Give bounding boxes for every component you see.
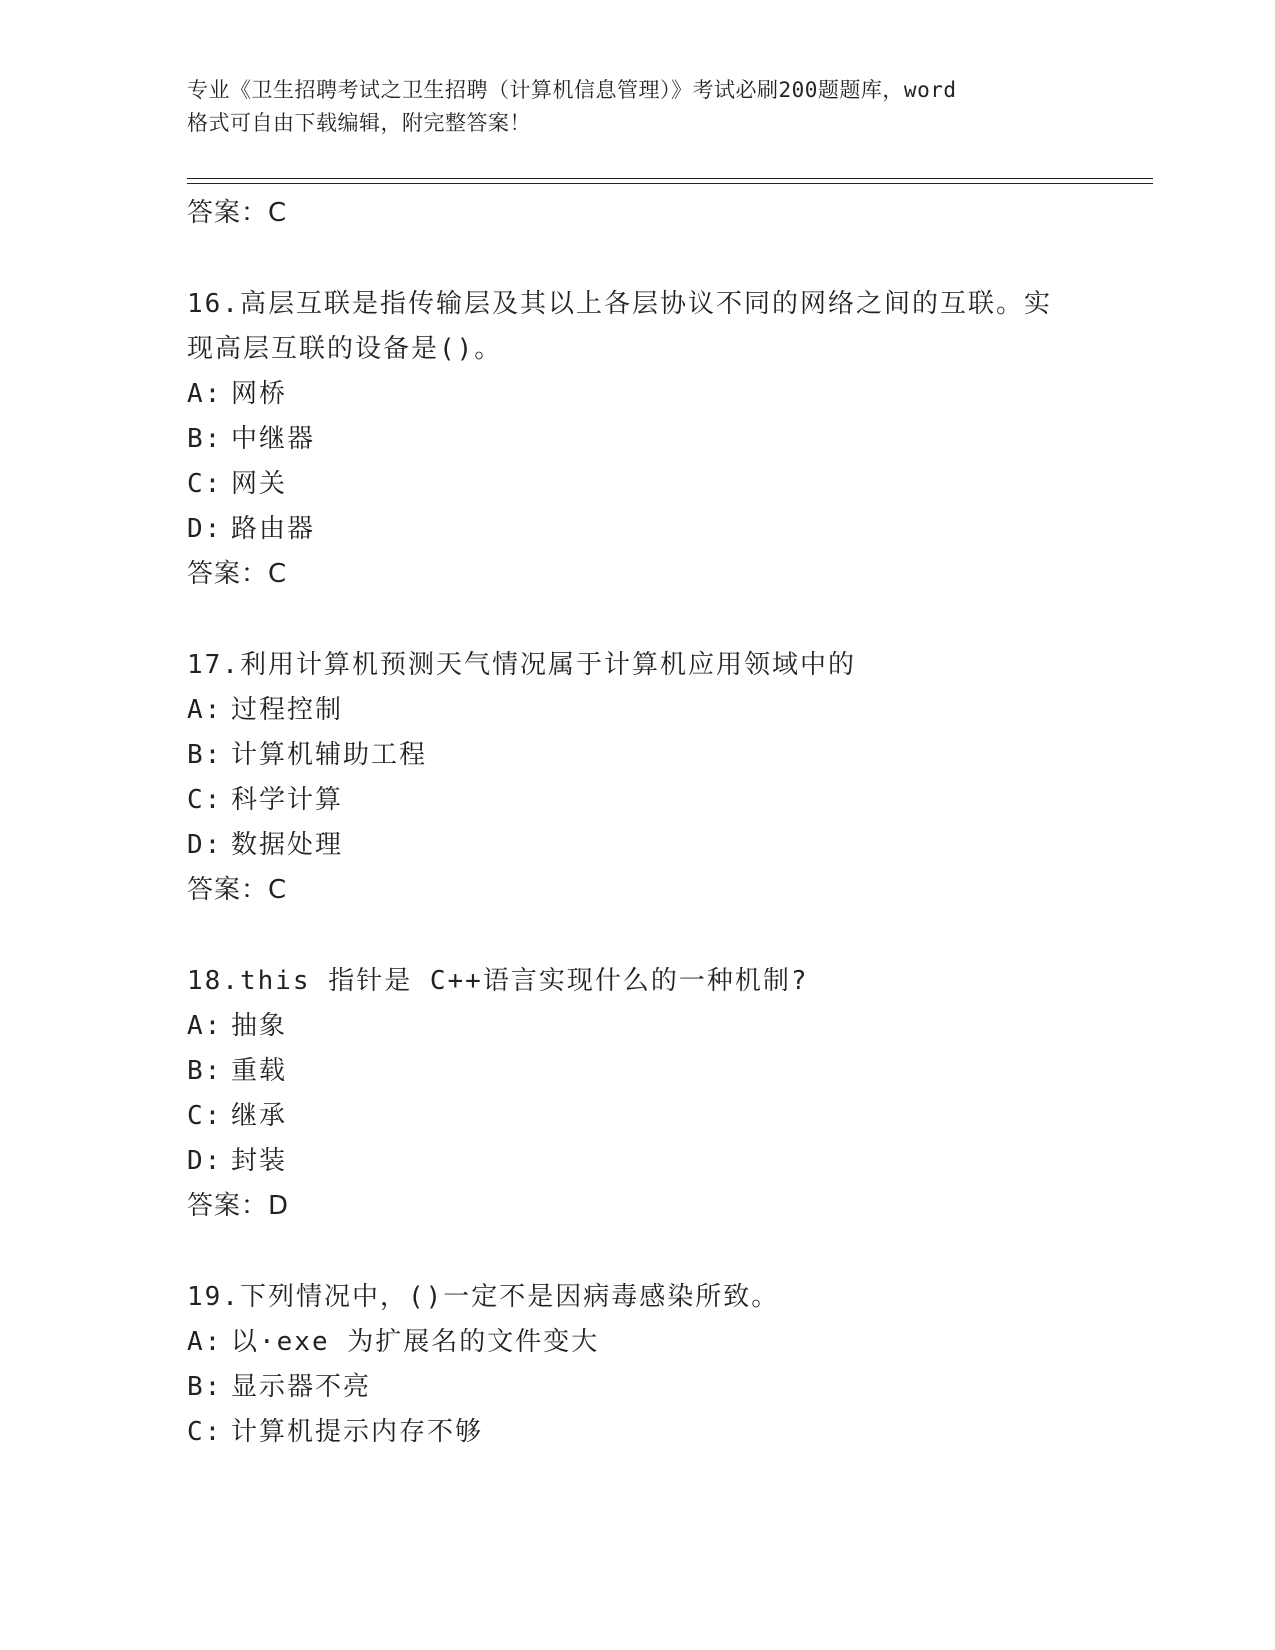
answer-line: 答案：C (187, 559, 288, 589)
option-text: 重载 (231, 1056, 288, 1086)
question-stem: 18.this 指针是 C++语言实现什么的一种机制? (187, 966, 809, 996)
option-letter: C: (187, 1417, 223, 1447)
option-text: 中继器 (231, 424, 316, 454)
option-letter: C: (187, 1101, 223, 1131)
header-line-2: 格式可自由下载编辑，附完整答案！ (187, 111, 531, 135)
option-text: 科学计算 (231, 785, 344, 815)
header-line-1: 专业《卫生招聘考试之卫生招聘（计算机信息管理）》考试必刷200题题库，word (187, 78, 957, 102)
option-letter: D: (187, 514, 223, 544)
option-c (187, 778, 1107, 823)
option-letter: D: (187, 1146, 223, 1176)
option-letter: A: (187, 379, 223, 409)
option-letter: D: (187, 830, 223, 860)
option-text: 封装 (231, 1146, 288, 1176)
answer-line: 答案：C (187, 198, 288, 228)
option-text: 显示器不亮 (231, 1372, 372, 1402)
option-letter: A: (187, 1327, 223, 1357)
option-text: 以·exe 为扩展名的文件变大 (231, 1327, 600, 1357)
option-a (187, 688, 1107, 733)
option-text: 网关 (231, 469, 288, 499)
option-text: 继承 (231, 1101, 288, 1131)
option-text: 数据处理 (231, 830, 344, 860)
option-a (187, 1320, 1107, 1365)
question-stem: 19.下列情况中，()一定不是因病毒感染所致。 (187, 1282, 780, 1312)
option-letter: C: (187, 785, 223, 815)
option-b (187, 1049, 1107, 1094)
option-a (187, 372, 1107, 417)
option-letter: B: (187, 1372, 223, 1402)
question-item (187, 282, 1107, 597)
option-text: 计算机辅助工程 (231, 740, 428, 770)
question-list (187, 191, 1107, 1455)
option-letter: A: (187, 1011, 223, 1041)
answer-line: 答案：C (187, 875, 288, 905)
option-c (187, 1410, 1107, 1455)
question-item (187, 643, 1107, 913)
option-text: 计算机提示内存不够 (231, 1417, 484, 1447)
option-d (187, 823, 1107, 868)
option-letter: C: (187, 469, 223, 499)
option-letter: B: (187, 1056, 223, 1086)
option-d (187, 1139, 1107, 1184)
option-d (187, 507, 1107, 552)
header-rule-bottom (187, 183, 1153, 184)
question-stem: 16.高层互联是指传输层及其以上各层协议不同的网络之间的互联。实 (187, 289, 1052, 319)
option-letter: B: (187, 424, 223, 454)
option-b (187, 733, 1107, 778)
header-rule-top (187, 178, 1153, 179)
option-c (187, 1094, 1107, 1139)
option-text: 过程控制 (231, 695, 344, 725)
option-a (187, 1004, 1107, 1049)
option-text: 网桥 (231, 379, 288, 409)
question-item (187, 1275, 1107, 1455)
option-b (187, 417, 1107, 462)
option-c (187, 462, 1107, 507)
question-stem: 17.利用计算机预测天气情况属于计算机应用领域中的 (187, 650, 856, 680)
document-header (187, 74, 1087, 140)
option-text: 路由器 (231, 514, 316, 544)
question-item (187, 959, 1107, 1229)
question-stem-cont: 现高层互联的设备是()。 (187, 334, 503, 364)
option-letter: A: (187, 695, 223, 725)
option-letter: B: (187, 740, 223, 770)
answer-line: 答案：D (187, 1191, 290, 1221)
option-text: 抽象 (231, 1011, 288, 1041)
option-b (187, 1365, 1107, 1410)
